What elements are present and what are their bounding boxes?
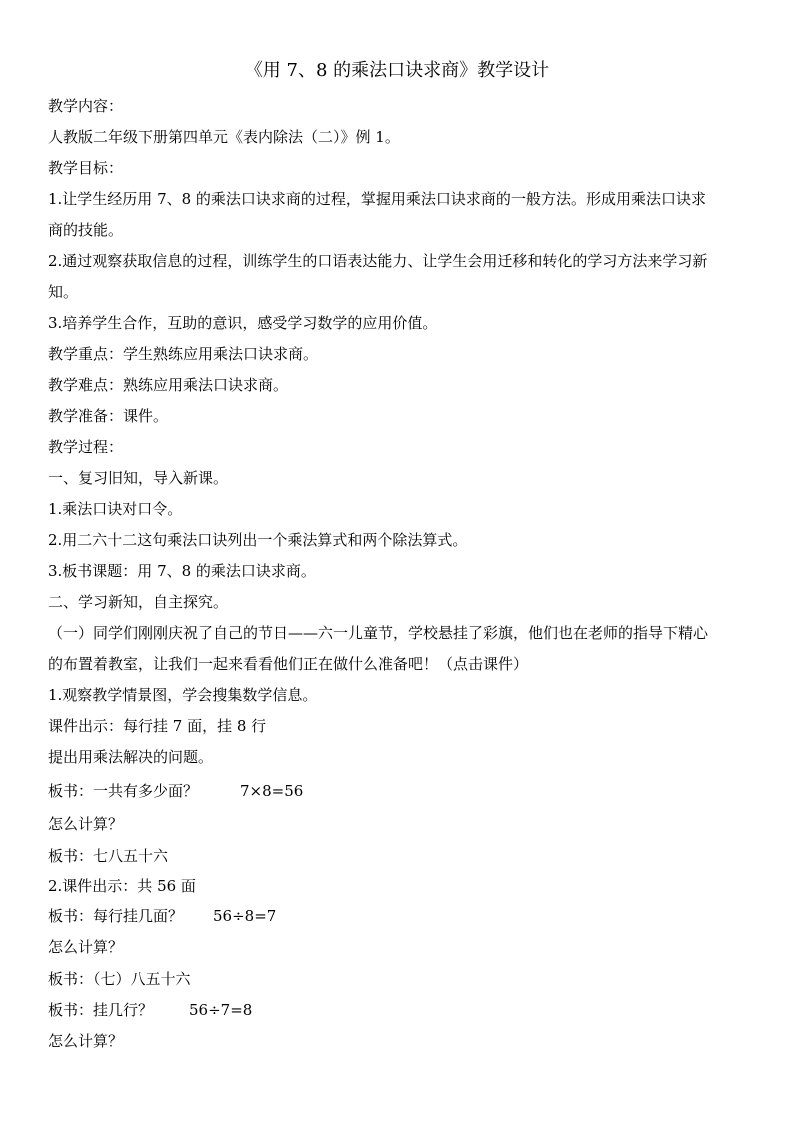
text-line: 商的技能。 [48, 221, 124, 239]
equation-label: 板书：一共有多少面？ [48, 782, 199, 800]
text-line: 知。 [48, 283, 79, 301]
text-line: 提出用乘法解决的问题。 [48, 748, 214, 766]
document-title: 《用 7、8 的乘法口诀求商》教学设计 [244, 60, 550, 81]
text-line: 1.乘法口诀对口令。 [48, 500, 183, 518]
text-line: 教学内容： [48, 97, 124, 115]
text-line: 板书：七八五十六 [48, 847, 169, 865]
text-line: 3.板书课题：用 7、8 的乘法口诀求商。 [48, 562, 316, 580]
text-line: 板书：（七）八五十六 [48, 970, 191, 988]
board-equation-line [48, 999, 252, 1021]
equation-formula: 7×8=56 [240, 782, 304, 800]
equation-formula: 56÷8=7 [213, 907, 277, 925]
text-line: 教学准备：课件。 [48, 407, 169, 425]
text-line: 教学目标： [48, 159, 124, 177]
text-line: 教学过程： [48, 438, 124, 456]
text-line: 怎么计算？ [48, 1032, 124, 1050]
text-line: 1.观察教学情景图，学会搜集数学信息。 [48, 686, 318, 704]
text-line: 2.课件出示：共 56 面 [48, 877, 196, 895]
text-line: 怎么计算？ [48, 815, 124, 833]
board-equation-line [48, 780, 303, 802]
text-line: 3.培养学生合作，互助的意识，感受学习数学的应用价值。 [48, 314, 438, 332]
text-line: 课件出示：每行挂 7 面，挂 8 行 [48, 717, 267, 735]
equation-label: 板书：挂几行？ [48, 1001, 154, 1019]
text-line: 的布置着教室，让我们一起来看看他们正在做什么准备吧！（点击课件） [48, 655, 529, 673]
text-line: 教学难点：熟练应用乘法口诀求商。 [48, 376, 289, 394]
text-line: 2.通过观察获取信息的过程，训练学生的口语表达能力、让学生会用迁移和转化的学习方法来学习新 [48, 252, 708, 270]
equation-formula: 56÷7=8 [189, 1001, 253, 1019]
text-line: 怎么计算？ [48, 938, 124, 956]
text-line: 2.用二六十二这句乘法口诀列出一个乘法算式和两个除法算式。 [48, 531, 468, 549]
text-line: 教学重点：学生熟练应用乘法口诀求商。 [48, 345, 319, 363]
equation-label: 板书：每行挂几面？ [48, 907, 184, 925]
text-line: 一、复习旧知，导入新课。 [48, 469, 229, 487]
text-line: 二、学习新知，自主探究。 [48, 593, 229, 611]
text-line: （一）同学们刚刚庆祝了自己的节日——六一儿童节，学校悬挂了彩旗，他们也在老师的指导下精心 [48, 624, 709, 642]
board-equation-line [48, 905, 276, 927]
text-line: 人教版二年级下册第四单元《表内除法（二）》例 1。 [48, 128, 400, 146]
text-line: 1.让学生经历用 7、8 的乘法口诀求商的过程，掌握用乘法口诀求商的一般方法。形成用乘法口诀求 [48, 190, 706, 208]
